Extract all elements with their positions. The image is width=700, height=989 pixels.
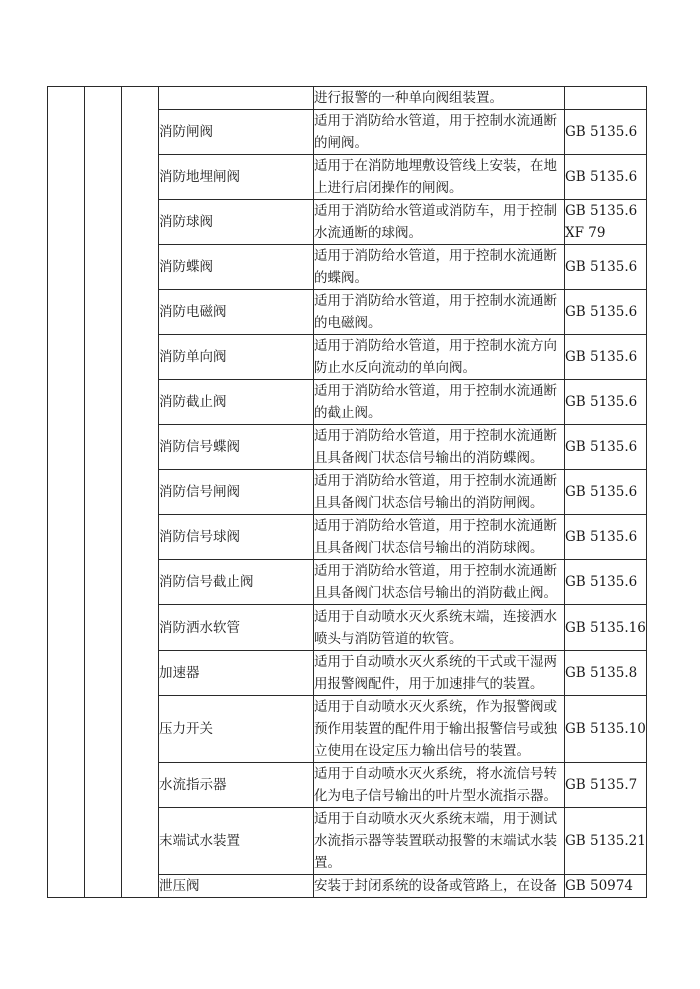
product-description: 安装于封闭系统的设备或管路上，在设备: [314, 875, 565, 898]
category-column-2: [85, 87, 122, 898]
product-description: 适用于消防给水管道，用于控制水流通断且具备阀门状态信号输出的消防蝶阀。: [314, 425, 565, 470]
fire-valve-standards-table: [47, 86, 647, 898]
standard-code: GB 5135.16: [565, 605, 647, 651]
product-description: 适用于消防给水管道，用于控制水流通断的蝶阀。: [314, 245, 565, 290]
standard-code: GB 5135.8: [565, 651, 647, 696]
product-description: 适用于消防给水管道，用于控制水流通断且具备阀门状态信号输出的消防球阀。: [314, 515, 565, 560]
standard-code: GB 5135.6: [565, 380, 647, 425]
product-name: 消防信号球阀: [159, 515, 314, 560]
product-description: 适用于消防给水管道，用于控制水流通断的截止阀。: [314, 380, 565, 425]
product-name: 水流指示器: [159, 763, 314, 808]
product-description: 适用于消防给水管道，用于控制水流通断且具备阀门状态信号输出的消防截止阀。: [314, 560, 565, 605]
product-name: 消防信号闸阀: [159, 470, 314, 515]
table-row: [48, 87, 647, 110]
standard-code: GB 5135.6: [565, 245, 647, 290]
product-name: 消防洒水软管: [159, 605, 314, 651]
standard-code: GB 5135.6: [565, 425, 647, 470]
standard-code: GB 5135.10: [565, 696, 647, 763]
product-description: 适用于消防给水管道或消防车，用于控制水流通断的球阀。: [314, 200, 565, 245]
category-column-3: [122, 87, 159, 898]
product-name: 压力开关: [159, 696, 314, 763]
product-description: 适用于自动喷水灭火系统的干式或干湿两用报警阀配件，用于加速排气的装置。: [314, 651, 565, 696]
product-name: [159, 87, 314, 110]
product-name: 消防信号蝶阀: [159, 425, 314, 470]
product-name: 消防闸阀: [159, 110, 314, 155]
product-name: 消防截止阀: [159, 380, 314, 425]
standard-code: GB 5135.6: [565, 335, 647, 380]
product-name: 消防电磁阀: [159, 290, 314, 335]
product-description: 适用于自动喷水灭火系统末端，用于测试水流指示器等装置联动报警的末端试水装置。: [314, 808, 565, 875]
product-description: 进行报警的一种单向阀组装置。: [314, 87, 565, 110]
product-description: 适用于自动喷水灭火系统，作为报警阀或预作用装置的配件用于输出报警信号或独立使用在设定压力输出信号的装置。: [314, 696, 565, 763]
product-description: 适用于自动喷水灭火系统末端，连接洒水喷头与消防管道的软管。: [314, 605, 565, 651]
product-description: 适用于消防给水管道，用于控制水流通断的闸阀。: [314, 110, 565, 155]
product-name: 末端试水装置: [159, 808, 314, 875]
standard-code: GB 5135.6: [565, 290, 647, 335]
category-column-1: [48, 87, 85, 898]
standard-code: GB 5135.6: [565, 470, 647, 515]
product-name: 消防球阀: [159, 200, 314, 245]
standard-code: GB 5135.6: [565, 560, 647, 605]
product-name: 消防信号截止阀: [159, 560, 314, 605]
product-name: 消防蝶阀: [159, 245, 314, 290]
product-description: 适用于消防给水管道，用于控制水流方向防止水反向流动的单向阀。: [314, 335, 565, 380]
standard-code: GB 5135.6: [565, 110, 647, 155]
standard-code: GB 5135.21: [565, 808, 647, 875]
product-description: 适用于消防给水管道，用于控制水流通断的电磁阀。: [314, 290, 565, 335]
table-body: [48, 87, 647, 898]
standard-code: GB 5135.6: [565, 155, 647, 200]
standard-code: GB 50974: [565, 875, 647, 898]
standard-code: GB 5135.6 XF 79: [565, 200, 647, 245]
product-name: 消防单向阀: [159, 335, 314, 380]
product-description: 适用于自动喷水灭火系统，将水流信号转化为电子信号输出的叶片型水流指示器。: [314, 763, 565, 808]
product-name: 消防地埋闸阀: [159, 155, 314, 200]
standard-code: GB 5135.6: [565, 515, 647, 560]
product-name: 加速器: [159, 651, 314, 696]
product-description: 适用于在消防地埋敷设管线上安装，在地上进行启闭操作的闸阀。: [314, 155, 565, 200]
product-name: 泄压阀: [159, 875, 314, 898]
standard-code: [565, 87, 647, 110]
product-description: 适用于消防给水管道，用于控制水流通断且具备阀门状态信号输出的消防闸阀。: [314, 470, 565, 515]
standard-code: GB 5135.7: [565, 763, 647, 808]
